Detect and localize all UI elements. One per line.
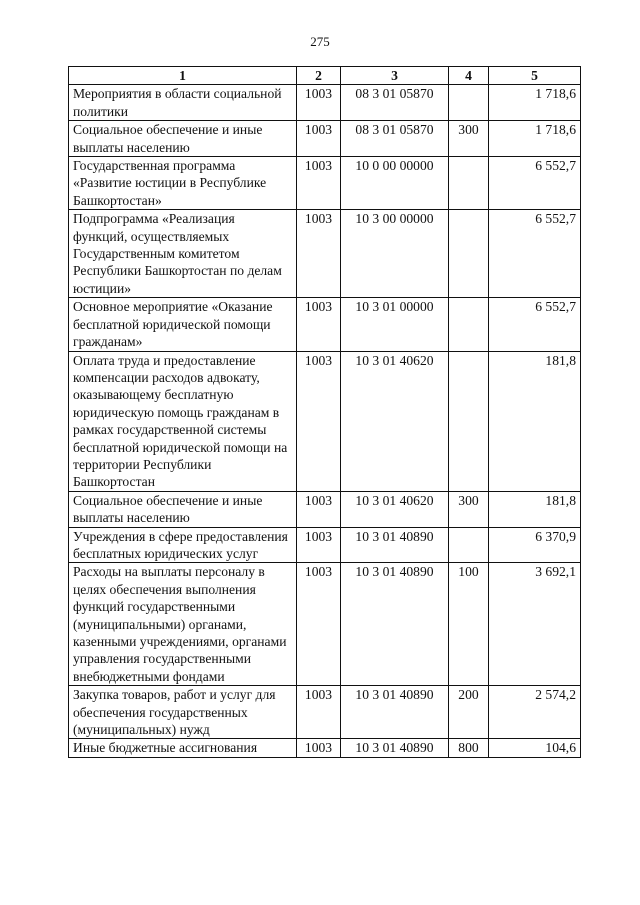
row-amount: 6 552,7	[489, 157, 581, 210]
row-expense-type: 100	[449, 563, 489, 686]
row-section: 1003	[297, 157, 341, 210]
row-code: 10 3 01 40620	[341, 351, 449, 491]
header-cell-expense-type: 4	[449, 67, 489, 85]
row-expense-type	[449, 210, 489, 298]
row-name: Расходы на выплаты персоналу в целях обеспечения выполнения функций государственными (муниципальными) органами, казенными учреждениями, органами управления государственными внебюджетными фондами	[69, 563, 297, 686]
table-row	[69, 210, 581, 298]
row-expense-type	[449, 157, 489, 210]
table-row	[69, 527, 581, 563]
row-section: 1003	[297, 739, 341, 757]
row-code: 10 3 01 40890	[341, 686, 449, 739]
row-expense-type: 200	[449, 686, 489, 739]
row-expense-type	[449, 298, 489, 351]
row-amount: 3 692,1	[489, 563, 581, 686]
row-amount: 6 552,7	[489, 210, 581, 298]
table-row	[69, 491, 581, 527]
table-row	[69, 85, 581, 121]
row-name: Подпрограмма «Реализация функций, осуществляемых Государственным комитетом Республики Башкортостан по делам юстиции»	[69, 210, 297, 298]
row-section: 1003	[297, 210, 341, 298]
row-section: 1003	[297, 686, 341, 739]
row-name: Основное мероприятие «Оказание бесплатной юридической помощи гражданам»	[69, 298, 297, 351]
table-row	[69, 157, 581, 210]
table-row	[69, 739, 581, 757]
row-code: 08 3 01 05870	[341, 85, 449, 121]
row-name: Государственная программа «Развитие юстиции в Республике Башкортостан»	[69, 157, 297, 210]
row-expense-type	[449, 351, 489, 491]
row-expense-type: 300	[449, 121, 489, 157]
row-section: 1003	[297, 121, 341, 157]
row-name: Оплата труда и предоставление компенсации расходов адвокату, оказывающему бесплатную юридическую помощь гражданам в рамках государственной системы бесплатной юридической помощи на территории Республики Башкортостан	[69, 351, 297, 491]
row-name: Закупка товаров, работ и услуг для обеспечения государственных (муниципальных) нужд	[69, 686, 297, 739]
row-code: 10 3 01 00000	[341, 298, 449, 351]
row-code: 10 3 00 00000	[341, 210, 449, 298]
row-code: 10 3 01 40620	[341, 491, 449, 527]
row-amount: 181,8	[489, 491, 581, 527]
row-name: Иные бюджетные ассигнования	[69, 739, 297, 757]
page-number: 275	[310, 34, 330, 49]
row-amount: 6 552,7	[489, 298, 581, 351]
row-amount: 2 574,2	[489, 686, 581, 739]
row-code: 10 3 01 40890	[341, 739, 449, 757]
table-row	[69, 351, 581, 491]
budget-table	[68, 66, 581, 758]
row-code: 10 0 00 00000	[341, 157, 449, 210]
table-header-row	[69, 67, 581, 85]
row-code: 10 3 01 40890	[341, 527, 449, 563]
row-section: 1003	[297, 491, 341, 527]
row-expense-type	[449, 85, 489, 121]
row-amount: 6 370,9	[489, 527, 581, 563]
table-row	[69, 121, 581, 157]
table-row	[69, 298, 581, 351]
header-cell-name: 1	[69, 67, 297, 85]
row-expense-type	[449, 527, 489, 563]
row-expense-type: 800	[449, 739, 489, 757]
row-section: 1003	[297, 563, 341, 686]
table-row	[69, 686, 581, 739]
row-amount: 1 718,6	[489, 121, 581, 157]
row-name: Социальное обеспечение и иные выплаты населению	[69, 121, 297, 157]
row-section: 1003	[297, 298, 341, 351]
row-code: 10 3 01 40890	[341, 563, 449, 686]
row-section: 1003	[297, 85, 341, 121]
row-amount: 181,8	[489, 351, 581, 491]
row-name: Социальное обеспечение и иные выплаты населению	[69, 491, 297, 527]
table-row	[69, 563, 581, 686]
row-name: Мероприятия в области социальной политики	[69, 85, 297, 121]
row-expense-type: 300	[449, 491, 489, 527]
header-cell-amount: 5	[489, 67, 581, 85]
row-code: 08 3 01 05870	[341, 121, 449, 157]
row-amount: 104,6	[489, 739, 581, 757]
row-name: Учреждения в сфере предоставления бесплатных юридических услуг	[69, 527, 297, 563]
row-section: 1003	[297, 527, 341, 563]
header-cell-code: 3	[341, 67, 449, 85]
header-cell-section: 2	[297, 67, 341, 85]
row-section: 1003	[297, 351, 341, 491]
row-amount: 1 718,6	[489, 85, 581, 121]
